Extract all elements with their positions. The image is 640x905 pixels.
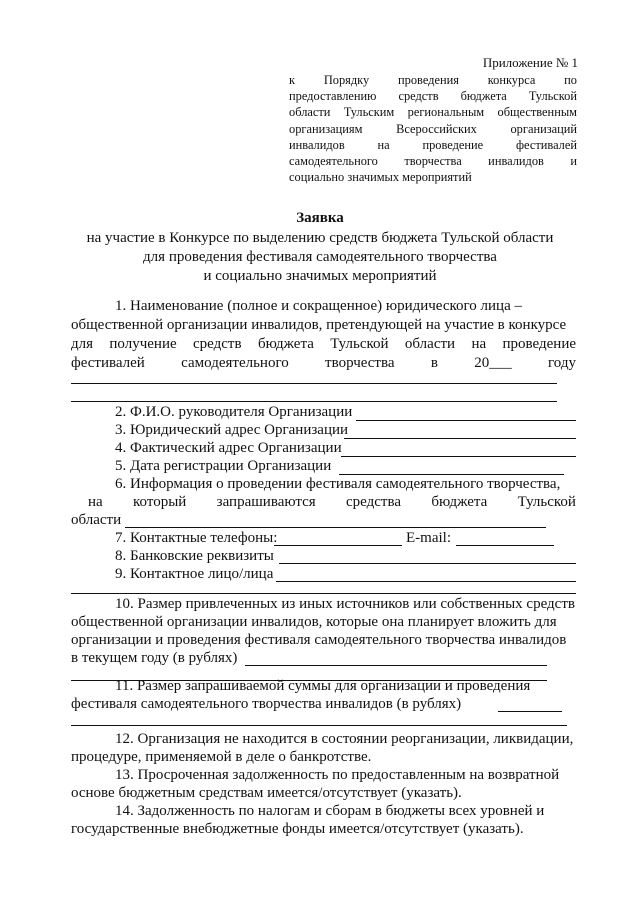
item-6-text: области [71, 512, 122, 528]
appendix-reference [289, 72, 577, 185]
word: средств [193, 336, 242, 352]
item-3-fill-line[interactable] [344, 438, 576, 439]
word: 20___ [474, 355, 512, 371]
appendix-line: организациям Всероссийских организаций [289, 121, 577, 136]
item-13-text: основе бюджетным средствам имеется/отсутствует (указать). [71, 785, 462, 801]
word: на [88, 494, 103, 510]
item-4-fill-line[interactable] [341, 456, 576, 457]
item-5-fill-line[interactable] [339, 474, 564, 475]
phone-fill-line[interactable] [274, 545, 402, 546]
word: запрашиваются [216, 494, 316, 510]
item-1-fill-line[interactable] [71, 401, 557, 402]
word: фестивалей [71, 355, 145, 371]
item-8-label: 8. Банковские реквизиты [115, 548, 274, 564]
appendix-title: Приложение № 1 [482, 55, 578, 70]
item-12-text: процедуре, применяемой в деле о банкротстве. [71, 749, 372, 765]
word: году [548, 355, 576, 371]
item-2-fill-line[interactable] [356, 420, 576, 421]
item-10-text: организации и проведения фестиваля самодеятельного творчества инвалидов [71, 632, 567, 648]
item-10-text: общественной организации инвалидов, которые она планирует вложить для [71, 614, 557, 630]
word: для [71, 336, 94, 352]
word: на [471, 336, 487, 352]
word: самодеятельного [181, 355, 289, 371]
word: бюджета [257, 336, 314, 352]
item-3-label: 3. Юридический адрес Организации [115, 422, 349, 438]
appendix-line: предоставлению средств бюджета Тульской [289, 89, 577, 104]
item-10-text: в текущем году (в рублях) [71, 650, 238, 666]
item-11-fill-line[interactable] [71, 725, 567, 726]
appendix-line: инвалидов на проведение фестивалей [289, 137, 577, 152]
word: средства [346, 494, 402, 510]
item-10-text: 10. Размер привлеченных из иных источников или собственных средств [115, 596, 575, 612]
item-9-fill-line[interactable] [276, 581, 576, 582]
word: Тульской [330, 336, 389, 352]
item-10-fill-line[interactable] [245, 665, 547, 666]
item-11-text: фестиваля самодеятельного творчества инвалидов (в рублях) [71, 696, 462, 712]
item-12-text: 12. Организация не находится в состоянии реорганизации, ликвидации, [115, 731, 574, 747]
item-14-text: 14. Задолженность по налогам и сборам в бюджеты всех уровней и [115, 803, 545, 819]
item-11-fill-line[interactable] [498, 711, 562, 712]
email-label: E-mail: [406, 530, 451, 546]
word: в [430, 355, 438, 371]
email-fill-line[interactable] [456, 545, 554, 546]
word: который [133, 494, 187, 510]
item-14-text: государственные внебюджетные фонды имеется/отсутствует (указать). [71, 821, 524, 837]
item-6-justified-line [88, 494, 576, 511]
item-1-justified-line [71, 355, 576, 372]
appendix-line: социально значимых мероприятий [289, 170, 472, 185]
item-13-text: 13. Просроченная задолженность по предоставленным на возвратной [115, 767, 560, 783]
word: Тульской [517, 494, 576, 510]
item-8-fill-line[interactable] [279, 563, 576, 564]
word: бюджета [431, 494, 488, 510]
item-11-text: 11. Размер запрашиваемой суммы для организации и проведения [115, 678, 531, 694]
word: области [404, 336, 456, 352]
word: проведение [502, 336, 576, 352]
word: получение [109, 336, 177, 352]
item-5-label: 5. Дата регистрации Организации [115, 458, 332, 474]
appendix-line: области Тульским региональным общественным [289, 105, 577, 120]
subtitle-line: и социально значимых мероприятий [203, 268, 437, 284]
subtitle-line: для проведения фестиваля самодеятельного творчества [143, 249, 497, 265]
subtitle-line: на участие в Конкурсе по выделению средств бюджета Тульской области [86, 230, 554, 246]
item-1-text: общественной организации инвалидов, претендующей на участие в конкурсе [71, 317, 567, 333]
appendix-line: самодеятельного творчества инвалидов и [289, 153, 577, 168]
document-title: Заявка [296, 210, 344, 226]
word: творчества [325, 355, 395, 371]
item-7-label: 7. Контактные телефоны: [115, 530, 278, 546]
item-6-fill-line[interactable] [125, 527, 546, 528]
item-6-text: 6. Информация о проведении фестиваля самодеятельного творчества, [115, 476, 561, 492]
appendix-line: к Порядку проведения конкурса по [289, 73, 577, 87]
item-4-label: 4. Фактический адрес Организации [115, 440, 342, 456]
item-2-label: 2. Ф.И.О. руководителя Организации [115, 404, 353, 420]
item-1-justified-line [71, 336, 576, 353]
item-1-text: 1. Наименование (полное и сокращенное) юридического лица – [115, 298, 522, 314]
item-1-fill-line[interactable] [71, 383, 557, 384]
item-9-fill-line[interactable] [71, 593, 576, 594]
item-9-label: 9. Контактное лицо/лица [115, 566, 274, 582]
